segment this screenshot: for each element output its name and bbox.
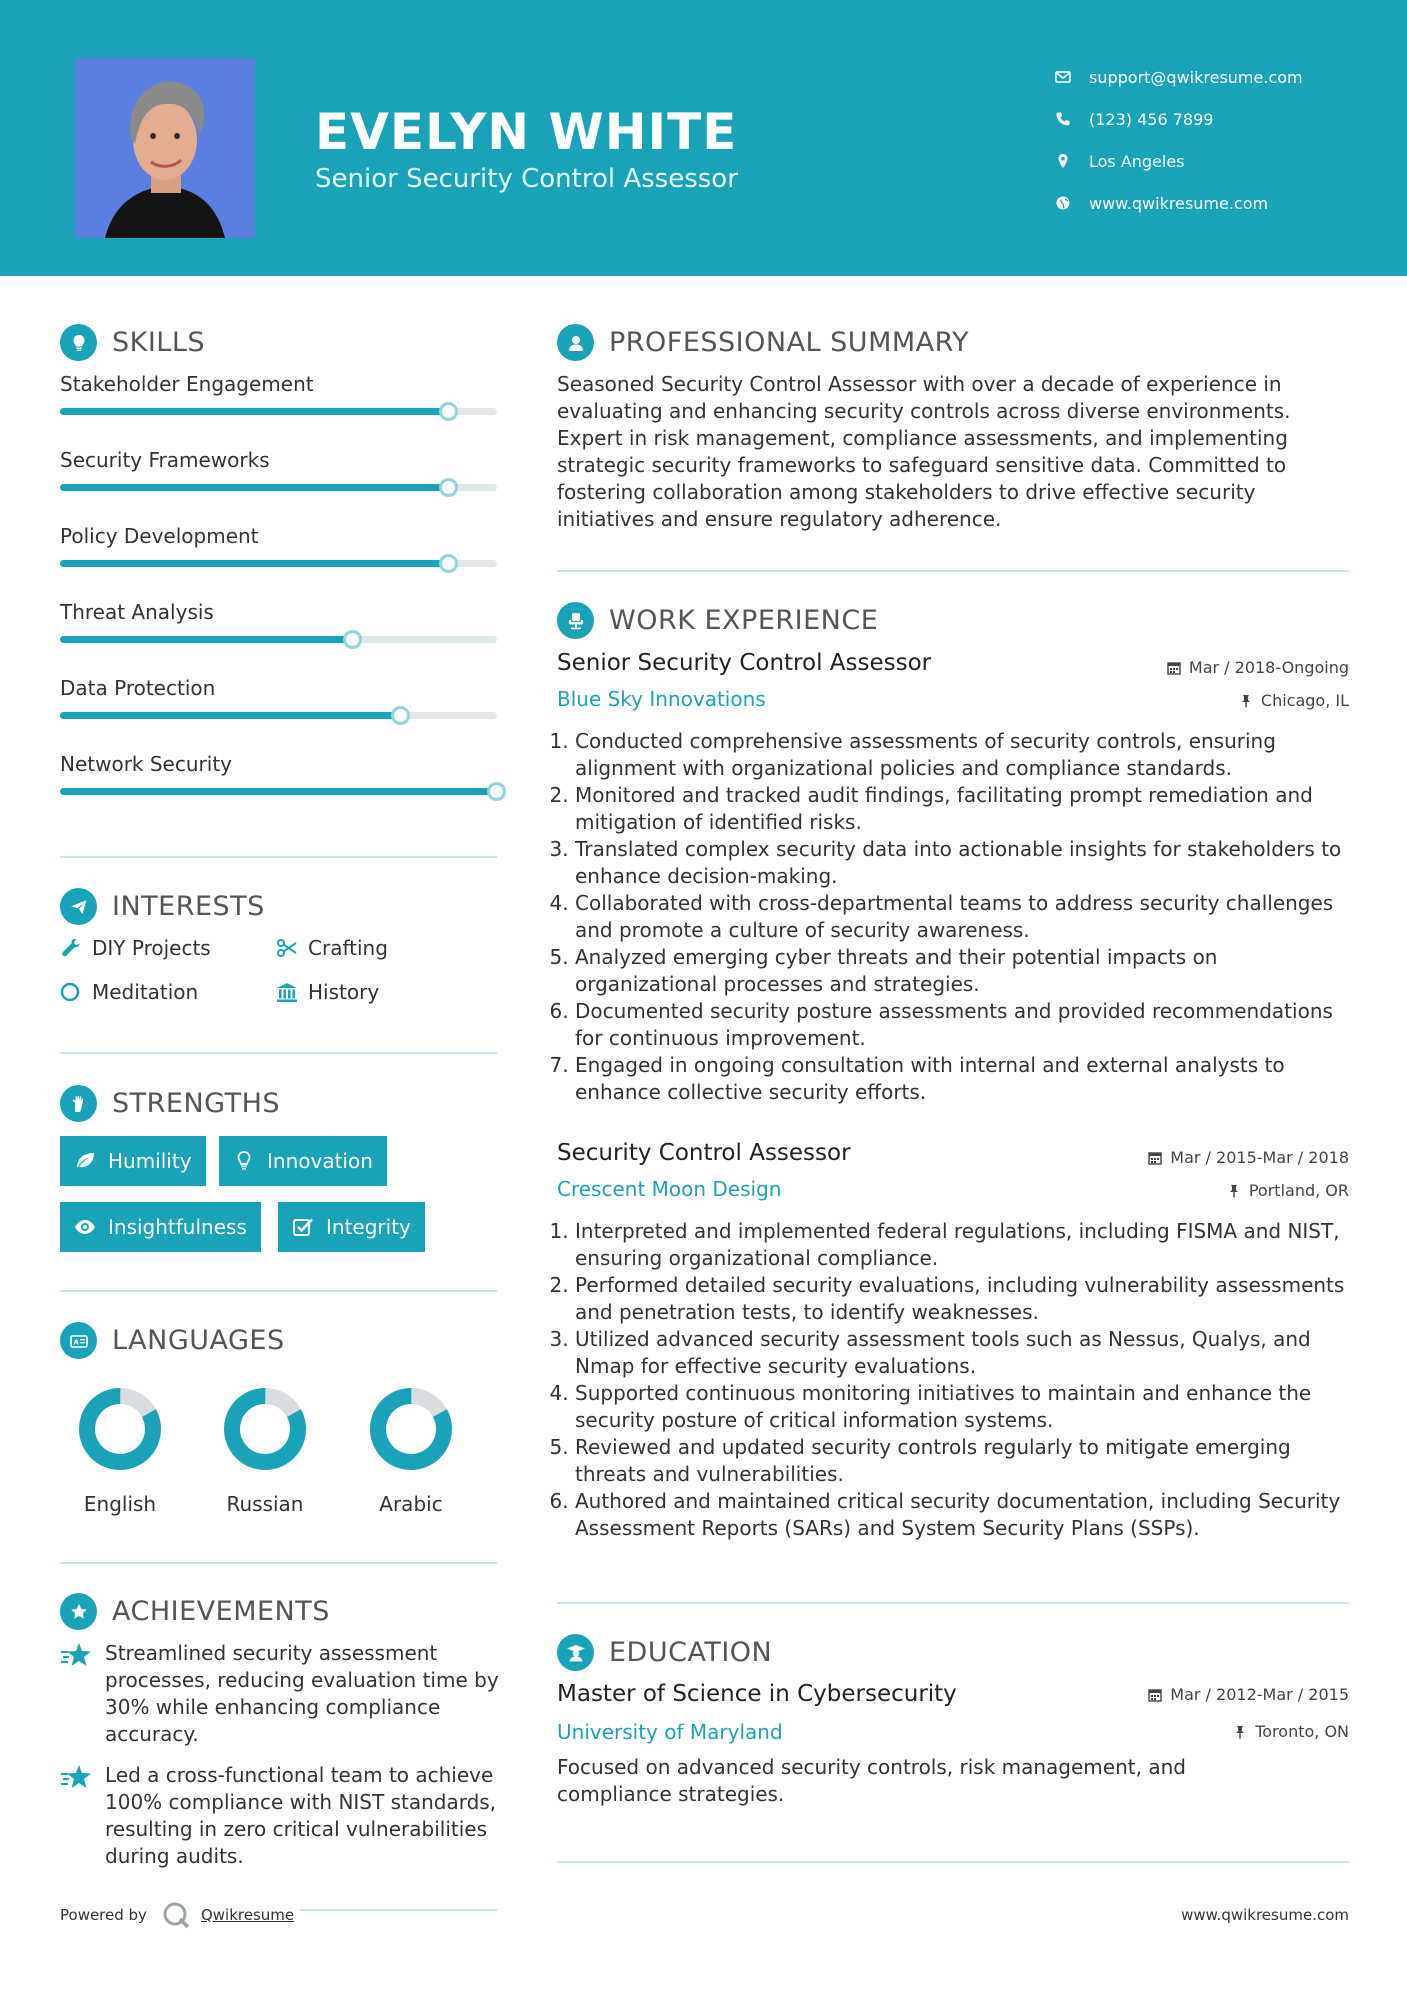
- leaf-icon: [74, 1150, 96, 1172]
- strength-label: Innovation: [267, 1149, 373, 1173]
- strength-label: Humility: [108, 1149, 192, 1173]
- contact-location: [1055, 140, 1385, 182]
- achievement-text: Streamlined security assessment processes, reducing evaluation time by 30% while enhancing compliance accuracy.: [105, 1641, 499, 1746]
- skill-bar: [60, 636, 497, 643]
- star-icon: [60, 1640, 105, 1748]
- candidate-name: EVELYN WHITE: [315, 103, 738, 161]
- duty-item: 1. Conducted comprehensive assessments of security controls, ensuring alignment with organizational policies and compliance standards.: [575, 728, 1360, 782]
- skill-label: Stakeholder Engagement: [60, 372, 314, 396]
- section-divider: [557, 570, 1349, 572]
- duty-item: 2. Monitored and tracked audit findings, facilitating prompt remediation and mitigation of identified risks.: [575, 782, 1360, 836]
- scissors-icon: [276, 937, 308, 959]
- section-divider: [60, 1052, 497, 1054]
- skill-bar: [60, 484, 497, 491]
- contact-list: [1055, 56, 1385, 224]
- contact-phone[interactable]: [1055, 98, 1385, 140]
- education-description: Focused on advanced security controls, risk management, and compliance strategies.: [557, 1755, 1186, 1806]
- skill-item: [60, 752, 500, 776]
- lightbulb-icon: [60, 324, 97, 361]
- experience-title: WORK EXPERIENCE: [609, 605, 879, 636]
- skill-bar-knob: [439, 402, 458, 421]
- interests-title: INTERESTS: [112, 891, 265, 922]
- hand-icon: [60, 1085, 97, 1122]
- pushpin-icon: [1227, 1184, 1241, 1198]
- circle-icon: [60, 981, 92, 1003]
- brand-link[interactable]: Qwikresume: [200, 1906, 295, 1924]
- degree-title: Master of Science in Cybersecurity: [557, 1681, 957, 1707]
- company-name[interactable]: Crescent Moon Design: [557, 1177, 782, 1201]
- languages-heading: [60, 1322, 285, 1359]
- eye-icon: [74, 1216, 96, 1238]
- achievement-item: [60, 1640, 500, 1748]
- contact-location-text: Los Angeles: [1089, 151, 1185, 171]
- skill-label: Network Security: [60, 752, 232, 776]
- profile-photo: [75, 58, 255, 238]
- calendar-icon: [1167, 661, 1181, 675]
- interest-label: Meditation: [92, 980, 199, 1004]
- pushpin-icon: [1239, 694, 1253, 708]
- skill-bar-knob: [439, 478, 458, 497]
- experience-heading: [557, 602, 878, 639]
- skill-bar-knob: [439, 554, 458, 573]
- section-divider: [300, 1909, 497, 1911]
- section-divider: [60, 856, 497, 858]
- duty-item: 5. Reviewed and updated security controls regularly to mitigate emerging threats and vulnerabilities.: [575, 1434, 1360, 1488]
- pushpin-icon: [1233, 1725, 1247, 1739]
- duty-item: 2. Performed detailed security evaluations, including vulnerability assessments and penetration tests, to identify weaknesses.: [575, 1272, 1360, 1326]
- contact-email[interactable]: [1055, 56, 1385, 98]
- job-duties-list: [575, 728, 1360, 1106]
- contact-email-text: support@qwikresume.com: [1089, 67, 1303, 87]
- skill-bar: [60, 712, 497, 719]
- languages-title: LANGUAGES: [112, 1325, 285, 1356]
- skill-item: [60, 600, 500, 624]
- strength-tag: [60, 1136, 206, 1186]
- section-divider: [557, 1602, 1349, 1604]
- duty-item: 1. Interpreted and implemented federal regulations, including FISMA and NIST, ensuring organizational compliance.: [575, 1218, 1360, 1272]
- language-item: [65, 1384, 175, 1516]
- skill-item: [60, 372, 500, 396]
- job-dates-text: Mar / 2018-Ongoing: [1188, 658, 1349, 677]
- duty-item: 5. Analyzed emerging cyber threats and their potential impacts on organizational processes and strategies.: [575, 944, 1360, 998]
- checkbox-icon: [292, 1216, 314, 1238]
- contact-website-text: www.qwikresume.com: [1089, 193, 1269, 213]
- strengths-title: STRENGTHS: [112, 1088, 281, 1119]
- graduate-icon: [557, 1634, 594, 1671]
- resume-header: [0, 0, 1407, 276]
- strength-tag: [60, 1202, 261, 1252]
- section-divider: [557, 1861, 1349, 1863]
- bank-icon: [276, 981, 308, 1003]
- education-location: [1233, 1722, 1349, 1741]
- job-location-text: Chicago, IL: [1260, 691, 1349, 710]
- company-name[interactable]: Blue Sky Innovations: [557, 687, 766, 711]
- location-pin-icon: [1055, 153, 1089, 169]
- achievement-text: Led a cross-functional team to achieve 100% compliance with NIST standards, resulting in zero critical vulnerabilities during audits.: [105, 1763, 497, 1868]
- section-divider: [60, 1290, 497, 1292]
- education-dates: [1148, 1685, 1349, 1704]
- job-location: [1239, 691, 1349, 710]
- language-label: Arabic: [379, 1492, 443, 1516]
- contact-phone-text: (123) 456 7899: [1089, 109, 1214, 129]
- duty-item: 4. Supported continuous monitoring initiatives to maintain and enhance the security posture of critical information systems.: [575, 1380, 1360, 1434]
- school-name[interactable]: University of Maryland: [557, 1720, 783, 1744]
- strength-tag: [278, 1202, 425, 1252]
- interest-item: [60, 936, 211, 960]
- skill-label: Threat Analysis: [60, 600, 214, 624]
- interest-label: History: [308, 980, 380, 1004]
- interest-item: [276, 980, 379, 1004]
- job-title: Security Control Assessor: [557, 1140, 851, 1166]
- skill-item: [60, 448, 500, 472]
- skill-label: Policy Development: [60, 524, 259, 548]
- skill-bar-knob: [487, 782, 506, 801]
- calendar-icon: [1148, 1688, 1162, 1702]
- contact-website[interactable]: [1055, 182, 1385, 224]
- language-icon: [60, 1322, 97, 1359]
- interest-label: Crafting: [308, 936, 388, 960]
- language-label: English: [83, 1492, 157, 1516]
- job-duties-list: [575, 1218, 1360, 1542]
- language-item: [356, 1384, 466, 1516]
- job-dates: [1148, 1148, 1349, 1167]
- duty-item: 6. Authored and maintained critical security documentation, including Security Assessment Reports (SARs) and System Security Plans (SSPs).: [575, 1488, 1360, 1542]
- skill-bar: [60, 560, 497, 567]
- strength-label: Insightfulness: [108, 1215, 247, 1239]
- language-ring: [75, 1384, 165, 1474]
- job-dates-text: Mar / 2015-Mar / 2018: [1170, 1148, 1349, 1167]
- language-item: [210, 1384, 320, 1516]
- user-icon: [557, 324, 594, 361]
- summary-text: Seasoned Security Control Assessor with over a decade of experience in evaluating and enhancing security controls across diverse environments. Expert in risk management, compliance assessments, and implementing strategic security frameworks to safeguard sensitive data. Committed to fostering collaboration among stakeholders to drive effective security initiatives and ensure regulatory adherence.: [557, 372, 1291, 531]
- education-dates-text: Mar / 2012-Mar / 2015: [1170, 1685, 1349, 1704]
- interest-item: [276, 936, 388, 960]
- lightbulb-icon: [233, 1150, 255, 1172]
- summary-title: PROFESSIONAL SUMMARY: [609, 327, 970, 358]
- portrait-image: [75, 58, 255, 238]
- skill-bar-knob: [391, 706, 410, 725]
- skill-bar-knob: [343, 630, 362, 649]
- strengths-heading: [60, 1085, 280, 1122]
- footer-website[interactable]: www.qwikresume.com: [1181, 1906, 1349, 1924]
- achievements-title: ACHIEVEMENTS: [112, 1596, 330, 1627]
- education-heading: [557, 1634, 772, 1671]
- globe-icon: [1055, 195, 1089, 211]
- skills-heading: [60, 324, 205, 361]
- skill-label: Data Protection: [60, 676, 216, 700]
- education-title: EDUCATION: [609, 1637, 773, 1668]
- job-location-text: Portland, OR: [1248, 1181, 1349, 1200]
- achievements-heading: [60, 1593, 330, 1630]
- phone-icon: [1055, 111, 1089, 127]
- interest-item: [60, 980, 198, 1004]
- qwikresume-logo-icon: [161, 1900, 191, 1930]
- job-location: [1227, 1181, 1349, 1200]
- duty-item: 7. Engaged in ongoing consultation with internal and external analysts to enhance collective security efforts.: [575, 1052, 1360, 1106]
- skills-title: SKILLS: [112, 327, 206, 358]
- paper-plane-icon: [60, 888, 97, 925]
- section-divider: [60, 1562, 497, 1564]
- wrench-icon: [60, 937, 92, 959]
- strength-tag: [219, 1136, 387, 1186]
- language-ring: [366, 1384, 456, 1474]
- skill-item: [60, 524, 500, 548]
- duty-item: 4. Collaborated with cross-departmental teams to address security challenges and promote a culture of security awareness.: [575, 890, 1360, 944]
- skill-bar: [60, 788, 497, 795]
- interest-label: DIY Projects: [92, 936, 211, 960]
- interests-heading: [60, 888, 265, 925]
- summary-heading: [557, 324, 969, 361]
- mail-icon: [1055, 69, 1089, 85]
- calendar-icon: [1148, 1151, 1162, 1165]
- powered-by-label: Powered by: [60, 1906, 147, 1924]
- education-location-text: Toronto, ON: [1255, 1722, 1349, 1741]
- star-icon: [60, 1762, 105, 1870]
- duty-item: 6. Documented security posture assessments and provided recommendations for continuous improvement.: [575, 998, 1360, 1052]
- skill-item: [60, 676, 500, 700]
- chair-icon: [557, 602, 594, 639]
- duty-item: 3. Translated complex security data into actionable insights for stakeholders to enhance decision-making.: [575, 836, 1360, 890]
- language-label: Russian: [226, 1492, 304, 1516]
- svg-text:A: A: [73, 1338, 79, 1346]
- job-title: Senior Security Control Assessor: [557, 650, 932, 676]
- skill-bar: [60, 408, 497, 415]
- achievement-item: [60, 1762, 500, 1870]
- candidate-role: Senior Security Control Assessor: [315, 164, 738, 194]
- job-dates: [1167, 658, 1349, 677]
- strength-label: Integrity: [326, 1215, 411, 1239]
- skill-label: Security Frameworks: [60, 448, 270, 472]
- language-ring: [220, 1384, 310, 1474]
- star-badge-icon: [60, 1593, 97, 1630]
- footer-powered-by: [60, 1900, 294, 1930]
- duty-item: 3. Utilized advanced security assessment tools such as Nessus, Qualys, and Nmap for effective security evaluations.: [575, 1326, 1360, 1380]
